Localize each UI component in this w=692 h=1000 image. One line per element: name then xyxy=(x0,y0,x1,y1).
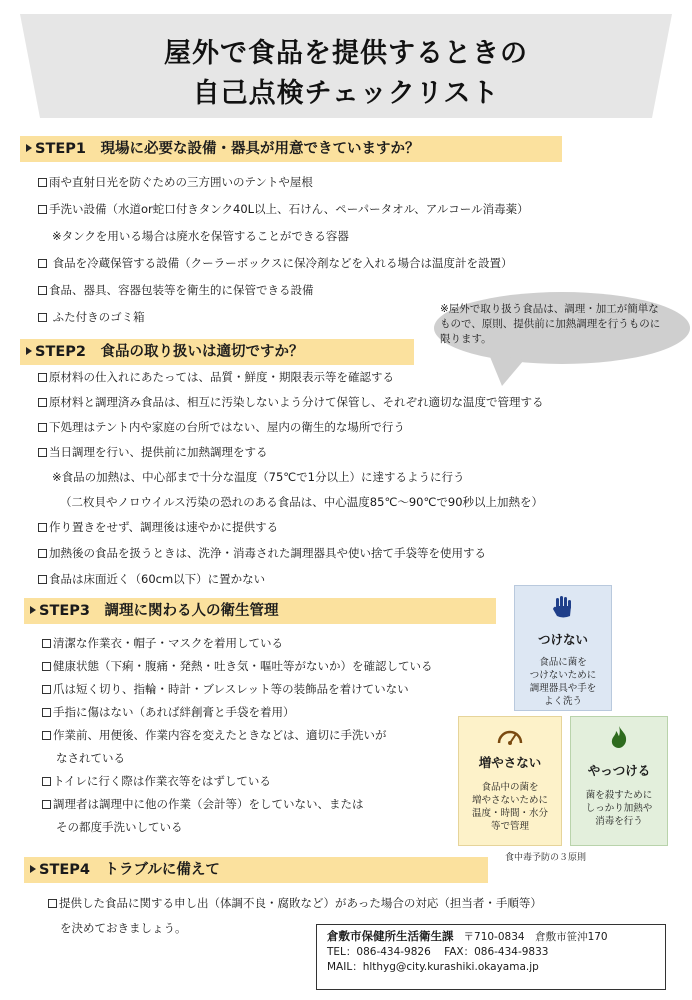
triangle-bullet-icon xyxy=(30,865,36,873)
checkbox-icon[interactable] xyxy=(42,708,51,717)
step1-heading-text: STEP1 現場に必要な設備・器具が用意できていますか？ xyxy=(35,141,420,157)
note-bubble-text: ※屋外で取り扱う食品は、調理・加工が簡単なもので、原則、提供前に加熱調理を行うものに限ります。 xyxy=(440,303,661,345)
card-title: つけない xyxy=(537,632,588,647)
step3-heading-text: STEP3 調理に関わる人の衛生管理 xyxy=(39,603,279,619)
contact-tel: TEL：086-434-9826 xyxy=(327,946,431,958)
card-desc: 食品中の菌を 増やさないために 温度・時間・水分 等で管理 xyxy=(471,782,548,832)
continuation-line: なされている xyxy=(56,751,125,765)
checklist-item[interactable]: 手洗い設備（水道or蛇口付きタンク40L以上、石けん、ペーパータオル、アルコール消毒薬） xyxy=(38,201,529,217)
step2-heading-text: STEP2 食品の取り扱いは適切ですか？ xyxy=(35,344,304,360)
triangle-bullet-icon xyxy=(30,606,36,614)
checkbox-icon[interactable] xyxy=(38,523,47,532)
checklist-item[interactable]: 清潔な作業衣・帽子・マスクを着用している xyxy=(42,635,283,651)
step3-heading xyxy=(24,598,496,624)
checkbox-icon[interactable] xyxy=(42,800,51,809)
checkbox-icon[interactable] xyxy=(38,398,47,407)
checklist-item[interactable]: 食品、器具、容器包装等を衛生的に保管できる設備 xyxy=(38,282,314,298)
step1-heading xyxy=(20,136,562,162)
title-line-2: 自己点検チェックリスト xyxy=(192,78,500,109)
checklist-item[interactable]: 原材料と調理済み食品は、相互に汚染しないよう分けて保管し、それぞれ適切な温度で管理する xyxy=(38,394,544,410)
checklist-item[interactable]: 下処理はテント内や家庭の台所ではない、屋内の衛生的な場所で行う xyxy=(38,419,405,435)
checkbox-icon[interactable] xyxy=(42,639,51,648)
checklist-item[interactable]: 当日調理を行い、提供前に加熱調理をする xyxy=(38,444,268,460)
contact-mail[interactable]: MAIL：hlthyg@city.kurashiki.okayama.jp xyxy=(327,961,539,973)
principle-card-fuyasanai xyxy=(458,716,562,846)
checklist-item[interactable]: 作業前、用便後、作業内容を変えたときなどは、適切に手洗いが xyxy=(42,727,387,743)
checkbox-icon[interactable] xyxy=(38,205,47,214)
checklist-item[interactable]: 加熱後の食品を扱うときは、洗浄・消毒された調理器具や使い捨て手袋等を使用する xyxy=(38,545,486,561)
contact-line-2 xyxy=(327,945,655,960)
continuation-line: を決めておきましょう。 xyxy=(60,921,187,935)
principles-caption: 食中毒予防の３原則 xyxy=(505,853,587,863)
checklist-item[interactable]: 食品は床面近く（60cm以下）に置かない xyxy=(38,571,265,587)
contact-box xyxy=(316,924,666,990)
flame-icon xyxy=(608,725,630,749)
note-line: ※タンクを用いる場合は廃水を保管することができる容器 xyxy=(52,229,349,243)
checkbox-icon[interactable] xyxy=(38,259,47,268)
card-desc: 菌を殺すために しっかり加熱や 消毒を行う xyxy=(585,790,653,827)
checkbox-icon[interactable] xyxy=(38,549,47,558)
contact-fax: FAX：086-434-9833 xyxy=(444,946,549,958)
checkbox-icon[interactable] xyxy=(38,423,47,432)
checkbox-icon[interactable] xyxy=(42,685,51,694)
checklist-item[interactable]: 雨や直射日光を防ぐための三方囲いのテントや屋根 xyxy=(38,174,313,190)
triangle-bullet-icon xyxy=(26,144,32,152)
continuation-line: その都度手洗いしている xyxy=(56,820,183,834)
page-title xyxy=(20,34,672,114)
checkbox-icon[interactable] xyxy=(38,448,47,457)
checkbox-icon[interactable] xyxy=(38,178,47,187)
checkbox-icon[interactable] xyxy=(38,575,47,584)
triangle-bullet-icon xyxy=(26,347,32,355)
checklist-item[interactable]: 調理者は調理中に他の作業（会計等）をしていない、または xyxy=(42,796,364,812)
step4-heading xyxy=(24,857,488,883)
checkbox-icon[interactable] xyxy=(48,899,57,908)
checkbox-icon[interactable] xyxy=(38,313,47,322)
checklist-item[interactable]: 食品を冷蔵保管する設備（クーラーボックスに保冷剤などを入れる場合は温度計を設置） xyxy=(38,255,513,271)
checkbox-icon[interactable] xyxy=(38,286,47,295)
contact-line-1 xyxy=(327,929,655,945)
contact-address: 〒710-0834 倉敷市笹沖170 xyxy=(463,931,608,943)
checklist-item[interactable]: 提供した食品に関する申し出（体調不良・腐敗など）があった場合の対応（担当者・手順等） xyxy=(48,895,542,911)
checklist-item[interactable]: トイレに行く際は作業衣等をはずしている xyxy=(42,773,271,789)
card-desc: 食品に菌を つけないために 調理器具や手を よく洗う xyxy=(529,657,597,707)
gauge-icon xyxy=(496,725,524,745)
checklist-item[interactable]: 手指に傷はない（あれば絆創膏と手袋を着用） xyxy=(42,704,295,720)
step4-heading-text: STEP4 トラブルに備えて xyxy=(39,862,220,878)
note-line: （二枚貝やノロウイルス汚染の恐れのある食品は、中心温度85℃～90℃で90秒以上加熱を） xyxy=(60,495,544,509)
note-line: ※食品の加熱は、中心部まで十分な温度（75℃で1分以上）に達するように行う xyxy=(52,470,465,484)
step2-heading xyxy=(20,339,414,365)
checklist-item[interactable]: 作り置きをせず、調理後は速やかに提供する xyxy=(38,519,278,535)
checklist-item[interactable]: 原材料の仕入れにあたっては、品質・鮮度・期限表示等を確認する xyxy=(38,369,394,385)
principle-card-tsukenai xyxy=(514,585,612,711)
contact-dept: 倉敷市保健所生活衛生課 xyxy=(327,929,454,943)
card-title: 増やさない xyxy=(478,755,542,770)
principle-card-yattsukeru xyxy=(570,716,668,846)
checklist-item[interactable]: 爪は短く切り、指輪・時計・ブレスレット等の装飾品を着けていない xyxy=(42,681,409,697)
title-line-1: 屋外で食品を提供するときの xyxy=(164,38,528,69)
card-title: やっつける xyxy=(587,763,651,778)
checkbox-icon[interactable] xyxy=(38,373,47,382)
hand-icon xyxy=(550,594,576,620)
checkbox-icon[interactable] xyxy=(42,662,51,671)
checkbox-icon[interactable] xyxy=(42,777,51,786)
checkbox-icon[interactable] xyxy=(42,731,51,740)
checklist-item[interactable]: ふた付きのゴミ箱 xyxy=(38,309,145,325)
checklist-item[interactable]: 健康状態（下痢・腹痛・発熱・吐き気・嘔吐等がないか）を確認している xyxy=(42,658,433,674)
